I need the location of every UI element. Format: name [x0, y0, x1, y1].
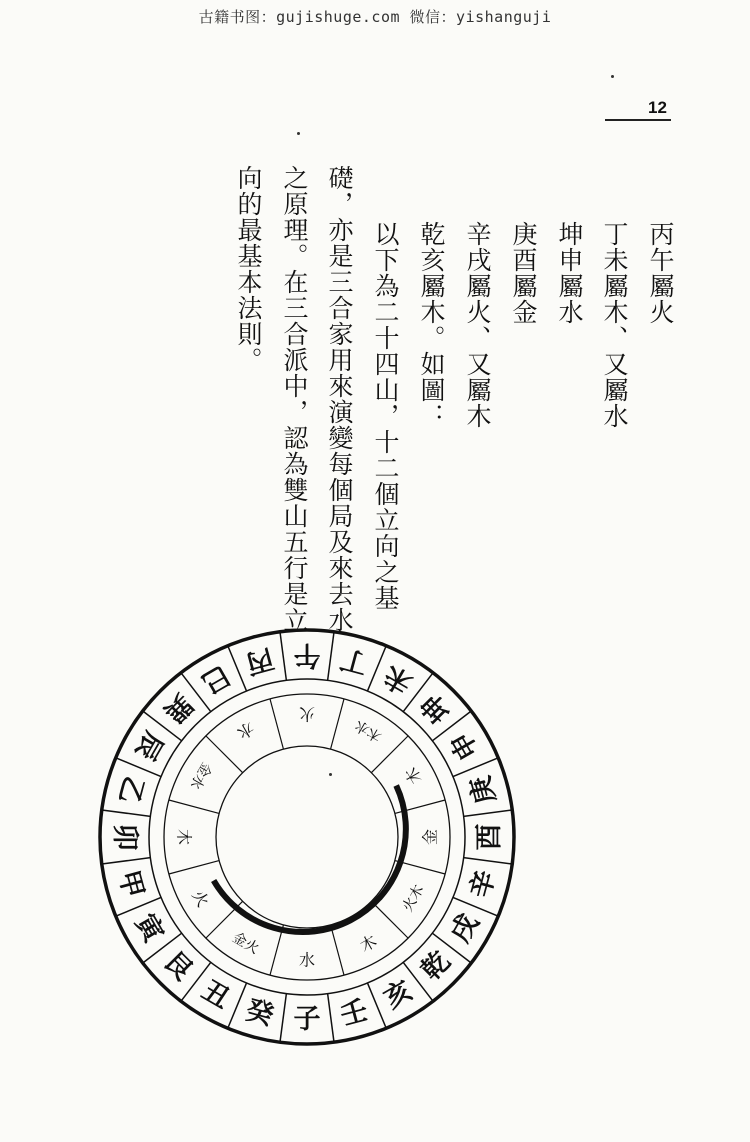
text-column: 丁未屬木、又屬水	[600, 221, 629, 429]
inner-divider	[270, 925, 283, 975]
inner-element-label: 木水	[352, 716, 385, 745]
inner-element-label: 水	[298, 950, 316, 970]
outer-mountain-label: 乾	[415, 945, 457, 987]
inner-element-label: 火木	[399, 882, 428, 915]
outer-mountain-label: 卯	[109, 823, 140, 851]
outer-mountain-label: 丁	[337, 642, 372, 680]
inner-element-label: 木	[174, 828, 194, 846]
inner-element-label: 火	[298, 704, 316, 724]
inner-divider	[395, 861, 445, 874]
inner-element-label: 金火	[229, 929, 262, 958]
watermark: 古籍书图：gujishuge.com 微信：yishanguji	[198, 8, 552, 26]
outer-mountain-label: 辛	[464, 867, 502, 902]
wheel-ring	[216, 746, 398, 928]
text-column: 之原理。在三合派中，認為雙山五行是立	[280, 165, 309, 633]
text-column: 乾亥屬木。如圖：	[417, 221, 446, 429]
outer-divider	[328, 994, 334, 1043]
outer-mountain-label: 坤	[415, 687, 457, 729]
outer-divider	[328, 632, 334, 681]
outer-divider	[280, 632, 286, 681]
outer-mountain-label: 庚	[464, 772, 502, 807]
inner-element-label: 木	[356, 931, 381, 956]
outer-mountain-label: 子	[293, 1004, 321, 1035]
text-column: 辛戌屬火、又屬木	[463, 221, 492, 429]
text-column: 以下為二十四山，十二個立向之基	[371, 221, 400, 611]
inner-divider	[270, 699, 283, 749]
outer-mountain-label: 丑	[196, 974, 236, 1016]
inner-element-label: 水	[233, 718, 258, 743]
page-number: 12	[648, 98, 667, 117]
outer-mountain-label: 艮	[157, 945, 199, 987]
outer-divider	[102, 810, 151, 816]
outer-divider	[102, 858, 151, 864]
outer-mountain-label: 丙	[242, 642, 277, 680]
outer-divider	[464, 858, 513, 864]
outer-mountain-label: 亥	[378, 974, 418, 1016]
outer-mountain-label: 壬	[337, 994, 372, 1032]
outer-mountain-label: 寅	[128, 908, 170, 948]
inner-element-label: 金水	[186, 759, 215, 792]
inner-element-label: 火	[188, 886, 213, 911]
text-column: 礎，亦是三合家用來演變每個局及來去水	[325, 165, 354, 633]
inner-divider	[331, 699, 344, 749]
text-column: 向的最基本法則。	[234, 165, 263, 373]
outer-mountain-label: 巳	[196, 658, 236, 700]
outer-mountain-label: 巽	[157, 687, 199, 729]
text-column: 庚酉屬金	[509, 221, 538, 325]
outer-divider	[280, 994, 286, 1043]
wheel-thick-arc	[214, 786, 406, 933]
outer-mountain-label: 甲	[112, 867, 150, 902]
outer-mountain-label: 乙	[112, 772, 150, 807]
outer-mountain-label: 戌	[444, 908, 486, 948]
wheel-ring	[149, 679, 465, 995]
wheel-ring	[100, 630, 514, 1044]
outer-divider	[464, 810, 513, 816]
inner-element-label: 金	[420, 828, 440, 846]
inner-divider	[169, 800, 219, 813]
outer-mountain-label: 癸	[242, 994, 277, 1032]
inner-element-label: 木	[401, 763, 426, 788]
text-column: 丙午屬火	[646, 221, 675, 325]
outer-mountain-label: 午	[293, 639, 321, 670]
inner-divider	[331, 925, 344, 975]
outer-mountain-label: 未	[378, 658, 418, 700]
inner-divider	[169, 861, 219, 874]
text-column: 坤申屬水	[555, 221, 584, 325]
outer-mountain-label: 申	[444, 726, 486, 766]
outer-mountain-label: 辰	[128, 726, 170, 766]
outer-mountain-label: 酉	[474, 823, 505, 851]
